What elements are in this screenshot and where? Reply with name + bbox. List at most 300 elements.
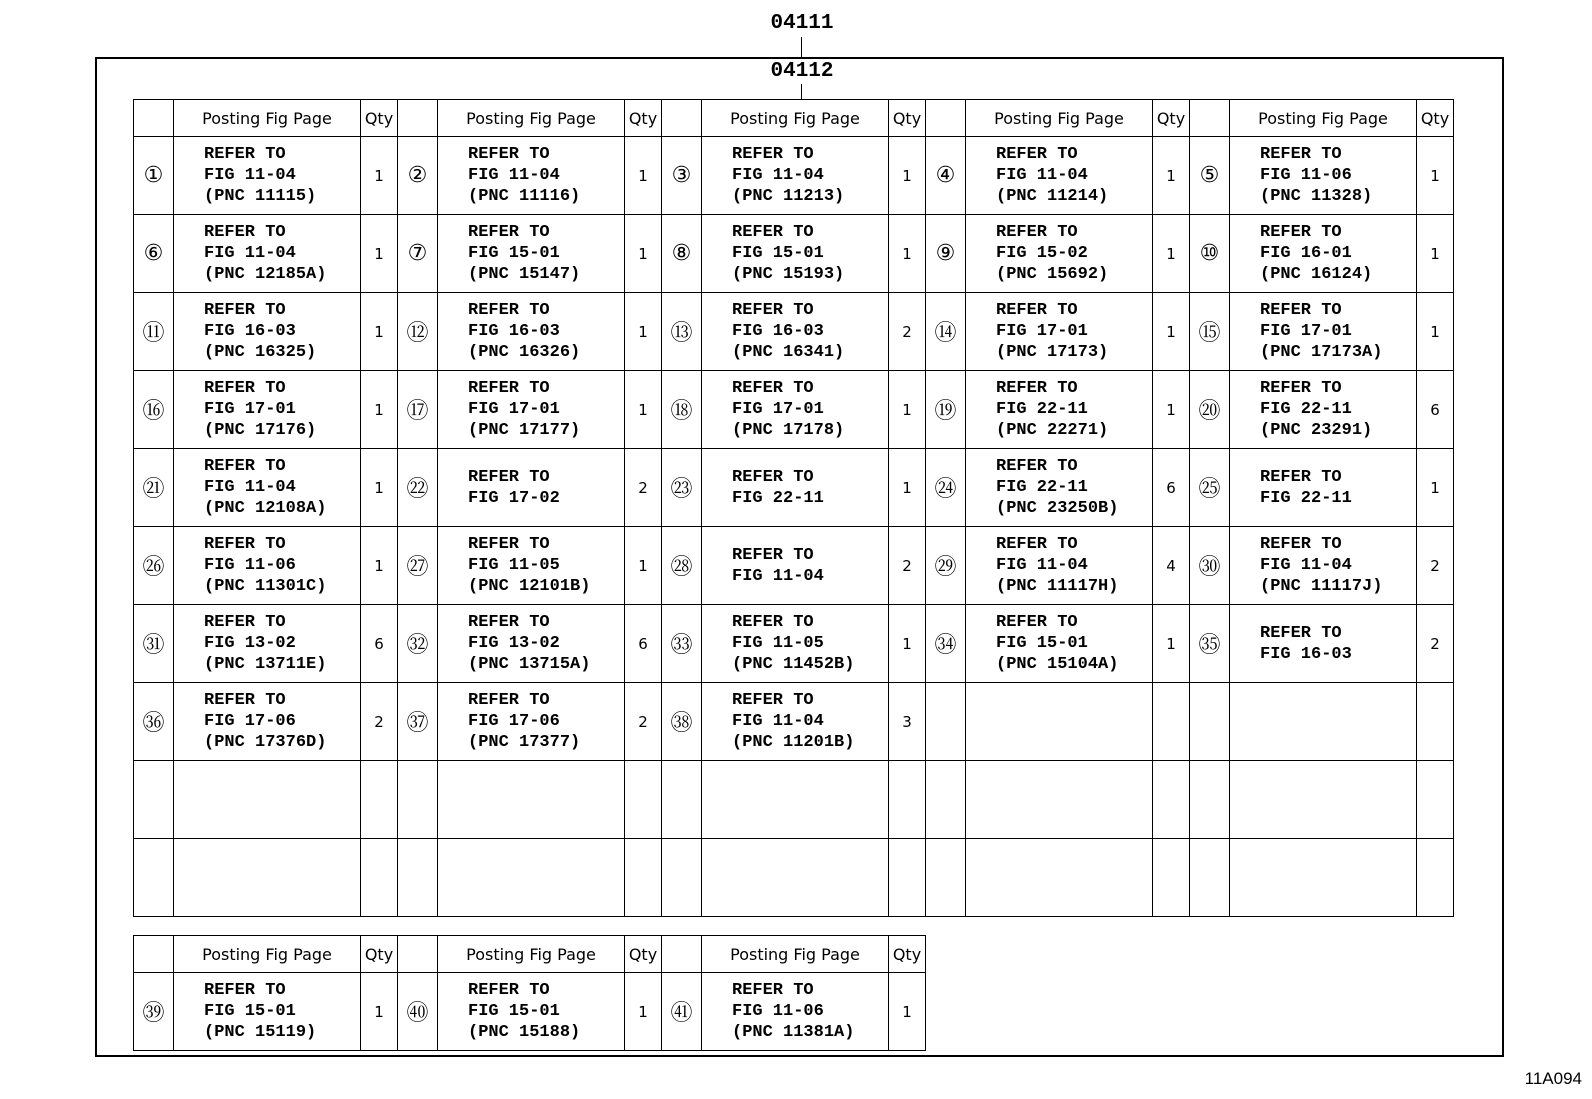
header-qty: Qty: [361, 936, 398, 973]
item-number: [662, 839, 702, 917]
reference-line: REFER TO: [996, 613, 1078, 632]
item-number: ㉝: [662, 605, 702, 683]
quantity-value: 1: [1417, 293, 1454, 371]
item-number: [398, 761, 438, 839]
quantity-value: 1: [1417, 449, 1454, 527]
header-qty: Qty: [1153, 100, 1190, 137]
posting-reference: [174, 683, 361, 761]
posting-reference: [438, 761, 625, 839]
posting-reference: [1230, 371, 1417, 449]
quantity-value: 1: [625, 973, 662, 1051]
quantity-value: 1: [625, 137, 662, 215]
reference-line: FIG 17-01: [1260, 322, 1352, 341]
header-qty: Qty: [625, 936, 662, 973]
reference-line: FIG 22-11: [1260, 488, 1352, 508]
reference-line: (PNC 12108A): [204, 499, 327, 518]
reference-line: (PNC 22271): [996, 421, 1109, 440]
reference-line: (PNC 17173A): [1260, 343, 1383, 362]
reference-line: FIG 17-01: [996, 322, 1088, 341]
item-number: ㉓: [662, 449, 702, 527]
reference-line: REFER TO: [204, 535, 286, 554]
header-number-cell: [134, 100, 174, 137]
posting-reference: [174, 371, 361, 449]
posting-reference: [1230, 761, 1417, 839]
reference-line: REFER TO: [204, 457, 286, 476]
reference-line: REFER TO: [732, 613, 814, 632]
reference-line: FIG 11-04: [1260, 556, 1352, 575]
reference-line: REFER TO: [732, 691, 814, 710]
posting-reference: [174, 215, 361, 293]
posting-reference: [438, 293, 625, 371]
posting-reference: [966, 215, 1153, 293]
reference-line: REFER TO: [1260, 379, 1342, 398]
item-number: ㊴: [134, 973, 174, 1051]
header-posting-fig-page: Posting Fig Page: [174, 936, 361, 973]
reference-line: (PNC 11117J): [1260, 577, 1383, 596]
posting-reference: [438, 527, 625, 605]
item-number: ①: [134, 137, 174, 215]
reference-line: FIG 16-01: [1260, 244, 1352, 263]
reference-line: REFER TO: [204, 613, 286, 632]
quantity-value: [1153, 761, 1190, 839]
reference-line: REFER TO: [1260, 145, 1342, 164]
quantity-value: [1417, 839, 1454, 917]
posting-reference: [702, 527, 889, 605]
item-number: [1190, 761, 1230, 839]
reference-line: FIG 11-06: [204, 556, 296, 575]
quantity-value: 1: [1153, 371, 1190, 449]
reference-line: FIG 16-03: [204, 322, 296, 341]
posting-reference: [438, 449, 625, 527]
quantity-value: [1153, 839, 1190, 917]
posting-reference: [1230, 449, 1417, 527]
table-row: [134, 973, 926, 1051]
reference-line: (PNC 15188): [468, 1023, 581, 1042]
reference-line: (PNC 15147): [468, 265, 581, 284]
reference-line: REFER TO: [204, 223, 286, 242]
reference-line: FIG 11-04: [732, 566, 824, 586]
reference-line: REFER TO: [468, 301, 550, 320]
reference-line: (PNC 15193): [732, 265, 845, 284]
posting-reference: [702, 605, 889, 683]
posting-reference: [966, 293, 1153, 371]
posting-reference: [1230, 605, 1417, 683]
quantity-value: [1417, 683, 1454, 761]
reference-line: REFER TO: [468, 613, 550, 632]
header-number-cell: [662, 100, 702, 137]
item-number: ㊶: [662, 973, 702, 1051]
quantity-value: 1: [1153, 293, 1190, 371]
item-number: ㉙: [926, 527, 966, 605]
item-number: [134, 761, 174, 839]
header-posting-fig-page: Posting Fig Page: [174, 100, 361, 137]
reference-line: REFER TO: [204, 301, 286, 320]
item-number: ㊲: [398, 683, 438, 761]
reference-line: REFER TO: [732, 223, 814, 242]
posting-reference: [702, 839, 889, 917]
reference-line: (PNC 17176): [204, 421, 317, 440]
item-number: ⑮: [1190, 293, 1230, 371]
posting-reference: [438, 973, 625, 1051]
reference-line: FIG 11-04: [732, 166, 824, 185]
item-number: ㉜: [398, 605, 438, 683]
quantity-value: [889, 761, 926, 839]
header-posting-fig-page: Posting Fig Page: [966, 100, 1153, 137]
reference-line: FIG 11-04: [204, 244, 296, 263]
reference-line: FIG 11-04: [204, 166, 296, 185]
reference-line: FIG 17-02: [468, 488, 560, 508]
reference-line: FIG 17-06: [204, 712, 296, 731]
posting-reference: [174, 527, 361, 605]
posting-reference: [174, 605, 361, 683]
reference-line: FIG 11-04: [204, 478, 296, 497]
reference-line: REFER TO: [468, 691, 550, 710]
reference-line: FIG 15-02: [996, 244, 1088, 263]
quantity-value: [625, 761, 662, 839]
posting-reference: [702, 371, 889, 449]
reference-line: REFER TO: [996, 301, 1078, 320]
quantity-value: 6: [1153, 449, 1190, 527]
header-posting-fig-page: Posting Fig Page: [702, 936, 889, 973]
quantity-value: 1: [1153, 215, 1190, 293]
quantity-value: 1: [625, 215, 662, 293]
item-number: ⑫: [398, 293, 438, 371]
reference-line: REFER TO: [732, 301, 814, 320]
reference-line: FIG 15-01: [996, 634, 1088, 653]
reference-line: FIG 15-01: [468, 244, 560, 263]
table-row: [134, 293, 1454, 371]
reference-line: (PNC 17173): [996, 343, 1109, 362]
reference-line: FIG 15-01: [732, 244, 824, 263]
posting-reference: [174, 137, 361, 215]
quantity-value: 1: [1417, 137, 1454, 215]
item-number: [926, 761, 966, 839]
reference-line: REFER TO: [996, 145, 1078, 164]
item-number: ⑰: [398, 371, 438, 449]
item-number: ⑤: [1190, 137, 1230, 215]
reference-line: REFER TO: [996, 379, 1078, 398]
item-number: ⑪: [134, 293, 174, 371]
reference-line: (PNC 11115): [204, 187, 317, 206]
quantity-value: 1: [361, 137, 398, 215]
reference-line: (PNC 16341): [732, 343, 845, 362]
item-number: [1190, 839, 1230, 917]
item-number: ⑬: [662, 293, 702, 371]
reference-line: (PNC 15692): [996, 265, 1109, 284]
quantity-value: [1153, 683, 1190, 761]
reference-line: FIG 22-11: [732, 488, 824, 508]
reference-line: (PNC 17178): [732, 421, 845, 440]
posting-reference: [1230, 839, 1417, 917]
reference-line: REFER TO: [204, 379, 286, 398]
reference-line: (PNC 15104A): [996, 655, 1119, 674]
reference-line: FIG 13-02: [468, 634, 560, 653]
quantity-value: 1: [625, 371, 662, 449]
reference-line: REFER TO: [1260, 223, 1342, 242]
reference-line: REFER TO: [996, 223, 1078, 242]
reference-line: REFER TO: [996, 457, 1078, 476]
quantity-value: 2: [361, 683, 398, 761]
quantity-value: 4: [1153, 527, 1190, 605]
table-row: [134, 449, 1454, 527]
reference-line: FIG 22-11: [996, 400, 1088, 419]
reference-line: (PNC 15119): [204, 1023, 317, 1042]
reference-line: REFER TO: [732, 379, 814, 398]
item-number: ④: [926, 137, 966, 215]
reference-line: FIG 11-04: [996, 556, 1088, 575]
posting-reference: [966, 605, 1153, 683]
quantity-value: 1: [889, 973, 926, 1051]
posting-reference: [1230, 215, 1417, 293]
reference-line: REFER TO: [468, 223, 550, 242]
posting-reference: [438, 137, 625, 215]
header-qty: Qty: [361, 100, 398, 137]
reference-line: FIG 17-01: [204, 400, 296, 419]
item-number: ⑩: [1190, 215, 1230, 293]
posting-reference: [966, 527, 1153, 605]
item-number: ⑭: [926, 293, 966, 371]
header-qty: Qty: [625, 100, 662, 137]
posting-reference: [702, 973, 889, 1051]
leader-line-top: [801, 37, 802, 57]
parts-reference-table: [133, 99, 1454, 917]
quantity-value: [361, 761, 398, 839]
item-number: ㉖: [134, 527, 174, 605]
item-number: ③: [662, 137, 702, 215]
item-number: ㉛: [134, 605, 174, 683]
reference-line: (PNC 11301C): [204, 577, 327, 596]
quantity-value: 6: [625, 605, 662, 683]
reference-line: REFER TO: [204, 981, 286, 1000]
posting-reference: [438, 683, 625, 761]
reference-line: FIG 15-01: [468, 1002, 560, 1021]
header-posting-fig-page: Posting Fig Page: [1230, 100, 1417, 137]
posting-reference: [1230, 137, 1417, 215]
quantity-value: 1: [1417, 215, 1454, 293]
table-header-row: [134, 936, 926, 973]
reference-line: REFER TO: [1260, 535, 1342, 554]
table-header-row: [134, 100, 1454, 137]
reference-line: FIG 16-03: [1260, 644, 1352, 664]
posting-reference: [702, 137, 889, 215]
posting-reference: [438, 839, 625, 917]
reference-line: (PNC 23250B): [996, 499, 1119, 518]
quantity-value: 1: [889, 371, 926, 449]
quantity-value: 3: [889, 683, 926, 761]
header-qty: Qty: [1417, 100, 1454, 137]
item-number: ㉚: [1190, 527, 1230, 605]
reference-line: (PNC 23291): [1260, 421, 1373, 440]
item-number: ㊳: [662, 683, 702, 761]
item-number: [926, 839, 966, 917]
posting-reference: [702, 293, 889, 371]
posting-reference: [702, 215, 889, 293]
reference-line: REFER TO: [1260, 301, 1342, 320]
quantity-value: 1: [889, 605, 926, 683]
header-posting-fig-page: Posting Fig Page: [702, 100, 889, 137]
item-number: ⑧: [662, 215, 702, 293]
quantity-value: 1: [361, 293, 398, 371]
table-row: [134, 527, 1454, 605]
reference-line: REFER TO: [1260, 467, 1342, 487]
item-number: ㉕: [1190, 449, 1230, 527]
item-number: ⑳: [1190, 371, 1230, 449]
reference-line: FIG 17-01: [468, 400, 560, 419]
reference-line: (PNC 13715A): [468, 655, 591, 674]
reference-line: REFER TO: [1260, 623, 1342, 643]
item-number: [398, 839, 438, 917]
reference-line: FIG 13-02: [204, 634, 296, 653]
quantity-value: 2: [889, 527, 926, 605]
item-number: ㉒: [398, 449, 438, 527]
reference-line: FIG 15-01: [204, 1002, 296, 1021]
reference-line: REFER TO: [732, 981, 814, 1000]
posting-reference: [966, 371, 1153, 449]
reference-line: REFER TO: [732, 545, 814, 565]
posting-reference: [1230, 683, 1417, 761]
posting-reference: [966, 449, 1153, 527]
header-qty: Qty: [889, 936, 926, 973]
assembly-code-label: 04111: [770, 12, 834, 35]
posting-reference: [174, 973, 361, 1051]
posting-reference: [966, 683, 1153, 761]
item-number: ⑯: [134, 371, 174, 449]
reference-line: REFER TO: [204, 145, 286, 164]
posting-reference: [966, 839, 1153, 917]
item-number: ㉔: [926, 449, 966, 527]
table-row: [134, 371, 1454, 449]
quantity-value: 1: [625, 527, 662, 605]
header-number-cell: [662, 936, 702, 973]
header-number-cell: [398, 936, 438, 973]
reference-line: FIG 11-04: [732, 712, 824, 731]
reference-line: FIG 22-11: [996, 478, 1088, 497]
posting-reference: [1230, 527, 1417, 605]
reference-line: REFER TO: [204, 691, 286, 710]
quantity-value: 1: [889, 137, 926, 215]
quantity-value: 1: [361, 449, 398, 527]
item-number: ⑥: [134, 215, 174, 293]
quantity-value: 2: [625, 449, 662, 527]
reference-line: FIG 11-06: [1260, 166, 1352, 185]
posting-reference: [438, 371, 625, 449]
posting-reference: [966, 761, 1153, 839]
reference-line: REFER TO: [468, 467, 550, 487]
header-qty: Qty: [889, 100, 926, 137]
reference-line: (PNC 12101B): [468, 577, 591, 596]
item-number: ⑲: [926, 371, 966, 449]
reference-line: REFER TO: [732, 145, 814, 164]
item-number: ㉘: [662, 527, 702, 605]
item-number: ⑨: [926, 215, 966, 293]
item-number: ㊱: [134, 683, 174, 761]
item-number: [134, 839, 174, 917]
reference-line: FIG 22-11: [1260, 400, 1352, 419]
quantity-value: 1: [625, 293, 662, 371]
item-number: [1190, 683, 1230, 761]
sub-assembly-code-label: 04112: [770, 60, 834, 83]
quantity-value: 2: [889, 293, 926, 371]
reference-line: FIG 11-04: [468, 166, 560, 185]
quantity-value: [1417, 761, 1454, 839]
quantity-value: 1: [889, 215, 926, 293]
item-number: ⑦: [398, 215, 438, 293]
item-number: ②: [398, 137, 438, 215]
reference-line: REFER TO: [468, 379, 550, 398]
illustration-code: 11A094: [1524, 1069, 1582, 1088]
reference-line: REFER TO: [468, 535, 550, 554]
quantity-value: [625, 839, 662, 917]
posting-reference: [702, 449, 889, 527]
reference-line: REFER TO: [468, 981, 550, 1000]
reference-line: (PNC 13711E): [204, 655, 327, 674]
reference-line: FIG 16-03: [468, 322, 560, 341]
quantity-value: 1: [1153, 605, 1190, 683]
header-number-cell: [926, 100, 966, 137]
reference-line: (PNC 17377): [468, 733, 581, 752]
reference-line: FIG 11-06: [732, 1002, 824, 1021]
reference-line: (PNC 16326): [468, 343, 581, 362]
reference-line: FIG 11-04: [996, 166, 1088, 185]
item-number: ⑱: [662, 371, 702, 449]
reference-line: FIG 17-06: [468, 712, 560, 731]
reference-line: (PNC 12185A): [204, 265, 327, 284]
posting-reference: [438, 605, 625, 683]
quantity-value: [889, 839, 926, 917]
table-row: [134, 137, 1454, 215]
header-posting-fig-page: Posting Fig Page: [438, 936, 625, 973]
reference-line: (PNC 11214): [996, 187, 1109, 206]
item-number: ㉟: [1190, 605, 1230, 683]
reference-line: REFER TO: [468, 145, 550, 164]
header-posting-fig-page: Posting Fig Page: [438, 100, 625, 137]
quantity-value: 6: [361, 605, 398, 683]
header-number-cell: [398, 100, 438, 137]
quantity-value: 2: [1417, 605, 1454, 683]
header-number-cell: [1190, 100, 1230, 137]
posting-reference: [174, 839, 361, 917]
quantity-value: 2: [625, 683, 662, 761]
reference-line: (PNC 16124): [1260, 265, 1373, 284]
quantity-value: 1: [361, 973, 398, 1051]
posting-reference: [174, 449, 361, 527]
posting-reference: [438, 215, 625, 293]
quantity-value: 1: [889, 449, 926, 527]
reference-line: FIG 16-03: [732, 322, 824, 341]
posting-reference: [702, 761, 889, 839]
item-number: ㉗: [398, 527, 438, 605]
reference-line: (PNC 11328): [1260, 187, 1373, 206]
posting-reference: [174, 761, 361, 839]
quantity-value: [361, 839, 398, 917]
reference-line: FIG 11-05: [468, 556, 560, 575]
table-row: [134, 683, 1454, 761]
posting-reference: [174, 293, 361, 371]
quantity-value: 1: [361, 371, 398, 449]
reference-line: REFER TO: [996, 535, 1078, 554]
posting-reference: [1230, 293, 1417, 371]
reference-line: (PNC 11201B): [732, 733, 855, 752]
item-number: ㊵: [398, 973, 438, 1051]
reference-line: (PNC 17376D): [204, 733, 327, 752]
quantity-value: 1: [361, 527, 398, 605]
item-number: ㉑: [134, 449, 174, 527]
reference-line: (PNC 11381A): [732, 1023, 855, 1042]
posting-reference: [702, 683, 889, 761]
item-number: [926, 683, 966, 761]
quantity-value: 1: [1153, 137, 1190, 215]
reference-line: (PNC 11452B): [732, 655, 855, 674]
